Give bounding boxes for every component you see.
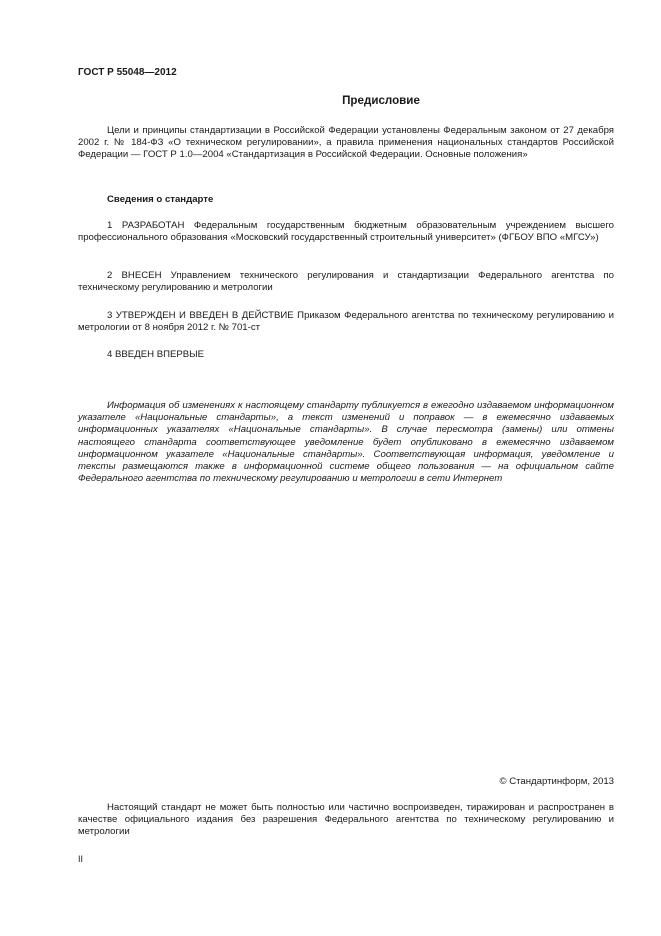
reproduction-notice: Настоящий стандарт не может быть полностью или частично воспроизведен, тиражирован и распространен в качестве официального издания без разрешения Федерального агентства по техническому регулированию и метрологии: [78, 802, 614, 838]
page-title: Предисловие: [342, 94, 420, 107]
copyright: © Стандартинформ, 2013: [499, 776, 614, 787]
list-item: 2 ВНЕСЕН Управлением технического регулирования и стандартизации Федерального агентства по техническому регулированию и метрологии: [78, 270, 614, 294]
intro-paragraph: Цели и принципы стандартизации в Российской Федерации установлены Федеральным законом от 27 декабря 2002 г. № 184-ФЗ «О техническом регулировании», а правила применения национальных стандартов Российской Федерации — ГОСТ Р 1.0—2004 «Стандартизация в Российской Федерации. Основные положения»: [78, 125, 614, 161]
section-title: Сведения о стандарте: [107, 194, 214, 205]
list-item: 1 РАЗРАБОТАН Федеральным государственным бюджетным образовательным учреждением высшего профессионального образования «Московский государственный строительный университет» (ФГБОУ ВПО «МГСУ»): [78, 220, 614, 244]
list-item: 4 ВВЕДЕН ВПЕРВЫЕ: [107, 349, 205, 360]
info-notice: Информация об изменениях к настоящему стандарту публикуется в ежегодно издаваемом информационном указателе «Национальные стандарты», а текст изменений и поправок — в ежемесячно издаваемых информационных указателях «Национальные стандарты». В случае пересмотра (замены) или отмены настоящего стандарта соответствующее уведомление будет опубликовано в ежемесячно издаваемом информационном указателе «Национальные стандарты». Соответствующая информация, уведомление и тексты размещаются также в информационной системе общего пользования — на официальном сайте Федерального агентства по техническому регулированию и метрологии в сети Интернет: [78, 400, 614, 485]
list-item: 3 УТВЕРЖДЕН И ВВЕДЕН В ДЕЙСТВИЕ Приказом Федерального агентства по техническому регулированию и метрологии от 8 ноября 2012 г. № 701-ст: [78, 310, 614, 334]
page-number: II: [78, 854, 84, 864]
document-number: ГОСТ Р 55048—2012: [78, 67, 177, 78]
